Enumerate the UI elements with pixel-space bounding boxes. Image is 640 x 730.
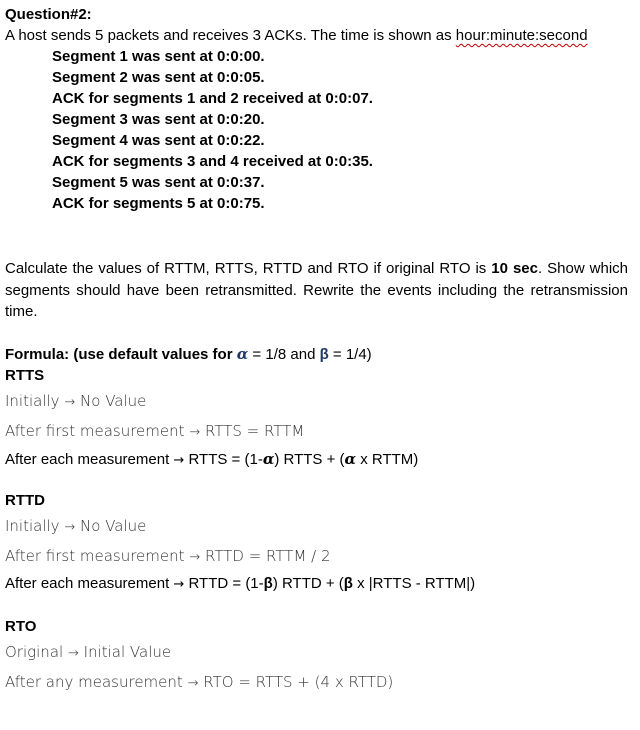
formula-prefix: Formula: (use default values for (5, 346, 237, 363)
rtts-first (5, 422, 304, 442)
event-line: Segment 4 was sent at 0:0:22. (52, 132, 265, 149)
rttd-each-value: RTTD = (1- (188, 575, 264, 592)
rttd-each-value: x |RTTS - RTTM|) (352, 575, 476, 592)
rttd-first-value: RTTD = RTTM / 2 (205, 547, 331, 565)
arrow-icon: → (67, 646, 79, 661)
task-text: Calculate the values of RTTM, RTTS, RTTD and RTO if original RTO is (5, 260, 492, 277)
rto-original-label: Original (5, 643, 64, 661)
rttd-initial-value: No Value (80, 517, 147, 535)
rtts-initial-value: No Value (80, 392, 147, 410)
rttd-each-label: After each measurement (5, 575, 170, 592)
beta-symbol: β (319, 346, 329, 363)
formula-heading (5, 345, 372, 364)
event-line: Segment 1 was sent at 0:0:00. (52, 48, 265, 65)
event-line: Segment 3 was sent at 0:0:20. (52, 111, 265, 128)
arrow-icon: → (189, 550, 201, 565)
intro-text: A host sends 5 packets and receives 3 ACKs. The time is shown as (5, 27, 456, 44)
question-intro (5, 27, 588, 45)
question-title: Question#2: (5, 6, 92, 23)
arrow-icon: → (189, 425, 201, 440)
arrow-icon: → (173, 577, 185, 592)
event-line: Segment 5 was sent at 0:0:37. (52, 174, 265, 191)
rto-original-value: Initial Value (83, 643, 172, 661)
rttd-initial (5, 517, 146, 537)
rtts-initial-label: Initially (5, 392, 60, 410)
rto-any-value: RTO = RTTS + (4 x RTTD) (203, 673, 394, 691)
rtts-heading: RTTS (5, 367, 45, 384)
rto-any-label: After any measurement (5, 673, 183, 691)
arrow-icon: → (64, 520, 76, 535)
rto-original (5, 643, 171, 663)
rtts-each-value: RTTS = (1- (188, 451, 263, 468)
event-line: ACK for segments 3 and 4 received at 0:0:35. (52, 153, 373, 170)
task-text-rest: . Show which segments should have been retransmitted. Rewrite the events including the retransmission time. (5, 260, 628, 320)
arrow-icon: → (64, 395, 76, 410)
rtts-first-label: After first measurement (5, 422, 185, 440)
event-line: Segment 2 was sent at 0:0:05. (52, 69, 265, 86)
rtts-initial (5, 392, 146, 412)
alpha-symbol: α (262, 450, 275, 468)
time-format: hour:minute:second (455, 27, 588, 44)
rttd-each-value: ) RTTD + ( (272, 575, 344, 592)
rttd-first (5, 547, 331, 567)
event-line: ACK for segments 1 and 2 received at 0:0:07. (52, 90, 373, 107)
rttd-first-label: After first measurement (5, 547, 185, 565)
rtts-each-value: x RTTM) (356, 451, 419, 468)
beta-symbol: β (343, 575, 353, 592)
task-paragraph (5, 258, 628, 323)
rttd-each (5, 575, 475, 594)
rttd-initial-label: Initially (5, 517, 60, 535)
rto-heading: RTO (5, 618, 37, 635)
alpha-symbol: α (236, 345, 249, 363)
rtts-first-value: RTTS = RTTM (205, 422, 305, 440)
alpha-value: = 1/8 and (248, 346, 320, 363)
arrow-icon: → (173, 453, 185, 468)
rto-value: 10 sec (491, 260, 538, 277)
beta-symbol: β (263, 575, 273, 592)
beta-value: = 1/4) (328, 346, 372, 363)
arrow-icon: → (187, 676, 199, 691)
rto-any (5, 673, 393, 693)
rtts-each-value: ) RTTS + ( (274, 451, 345, 468)
event-line: ACK for segments 5 at 0:0:75. (52, 195, 265, 212)
rtts-each (5, 450, 418, 470)
alpha-symbol: α (344, 450, 357, 468)
rtts-each-label: After each measurement (5, 451, 170, 468)
rttd-heading: RTTD (5, 492, 45, 509)
